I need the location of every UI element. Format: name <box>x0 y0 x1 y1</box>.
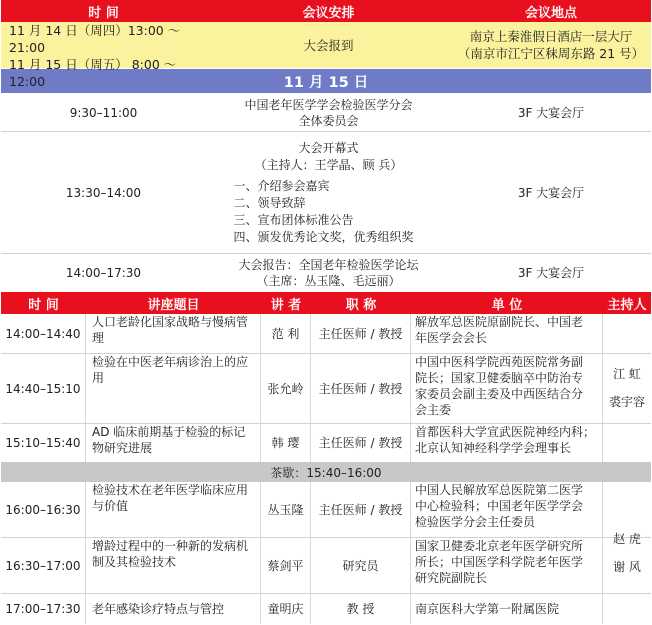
lecture-group-a <box>1 314 651 462</box>
lecture-unit-line: 研究院副院长 <box>415 571 488 585</box>
session-row <box>1 94 651 132</box>
lecture-time: 15:10–15:40 <box>1 424 86 462</box>
lecture-header-unit: 单 位 <box>491 297 523 313</box>
lecture-unit-line: 北京认知神经科学学会理事长 <box>415 441 572 455</box>
lecture-speaker: 蔡剑平 <box>261 538 311 593</box>
lecture-topic-line: 检验技术在老年医学临床应用 <box>92 483 249 497</box>
lecture-unit-line: 检验医学分会主任委员 <box>415 515 536 529</box>
lecture-speaker: 张允岭 <box>261 354 311 423</box>
opening-host: （主持人：王学晶、顾 兵） <box>254 157 403 172</box>
lecture-unit <box>411 482 603 537</box>
opening-item: 四、颁发优秀论文奖，优秀组织奖 <box>233 229 414 244</box>
host-name: 江 虹 <box>613 367 641 381</box>
session-venue: 3F 大宴会厅 <box>517 105 585 120</box>
lecture-topic-line: 与价值 <box>92 499 129 513</box>
lecture-speaker: 童明庆 <box>261 594 311 624</box>
lecture-unit-line: 南京医科大学第一附属医院 <box>415 602 560 616</box>
lecture-unit-line: 家委员会副主委及中西医结合分 <box>415 387 584 401</box>
session-row-opening <box>1 132 651 254</box>
session-agenda-line: （主席：丛玉隆、毛远丽） <box>256 274 401 288</box>
registration-row <box>1 22 651 89</box>
tea-break-label: 茶歇：15:40–16:00 <box>270 465 382 480</box>
lecture-topic <box>86 482 261 537</box>
lecture-title: 主任医师 / 教授 <box>311 314 411 353</box>
lecture-row <box>1 594 651 624</box>
lecture-topic-line: 理 <box>92 331 105 345</box>
session-agenda-line: 中国老年医学学会检验医学分会 <box>244 97 413 112</box>
lecture-speaker: 丛玉隆 <box>261 482 311 537</box>
lecture-title: 教 授 <box>311 594 411 624</box>
lecture-header-host: 主持人 <box>607 297 647 313</box>
hosts-group-b <box>603 482 651 624</box>
session-time: 13:30–14:00 <box>65 185 142 200</box>
lecture-unit-line: 解放军总医院原副院长、中国老 <box>415 315 584 329</box>
session-agenda <box>206 254 451 292</box>
header-time: 时 间 <box>88 5 119 21</box>
lecture-row <box>1 538 651 594</box>
lecture-row <box>1 354 651 424</box>
tea-break-row <box>1 462 651 482</box>
lecture-speaker: 韩 璎 <box>261 424 311 462</box>
lecture-topic <box>86 538 261 593</box>
opening-item: 一、介绍参会嘉宾 <box>233 178 330 193</box>
opening-item: 二、领导致辞 <box>233 195 306 210</box>
lecture-unit <box>411 354 603 423</box>
lecture-topic-line: 老年感染诊疗特点与管控 <box>92 602 225 616</box>
opening-items <box>234 178 424 246</box>
lecture-topic-line: 检验在中医老年病诊治上的应 <box>92 355 249 369</box>
registration-date-2: 11 月 15 日（周五） 8:00 ～ 12:00 <box>9 57 177 89</box>
lecture-speaker: 范 利 <box>261 314 311 353</box>
lecture-time: 14:40–15:10 <box>1 354 86 423</box>
session-venue: 3F 大宴会厅 <box>517 185 585 200</box>
host-name: 赵 虎 <box>613 532 641 546</box>
day-band <box>1 68 651 94</box>
lecture-unit <box>411 594 603 624</box>
lecture-title: 主任医师 / 教授 <box>311 424 411 462</box>
session-agenda-line: 全体委员会 <box>298 113 359 128</box>
day-band-label: 11 月 15 日 <box>283 74 369 91</box>
session-row <box>1 254 651 292</box>
lecture-header-topic: 讲座题目 <box>147 297 200 313</box>
host-name: 裘宇容 <box>608 395 645 409</box>
hosts-group-a <box>603 314 651 462</box>
lecture-topic-line: 用 <box>92 371 105 385</box>
lecture-unit-line: 首都医科大学宣武医院神经内科； <box>415 425 596 439</box>
lecture-unit-line: 院长；国家卫健委脑卒中防治专 <box>415 371 584 385</box>
opening-title: 大会开幕式 <box>298 140 359 155</box>
lecture-topic-line: 增龄过程中的一种新的发病机 <box>92 539 249 553</box>
lecture-unit-line: 年医学会会长 <box>415 331 488 345</box>
lecture-time: 17:00–17:30 <box>1 594 86 624</box>
lecture-unit <box>411 424 603 462</box>
lecture-unit <box>411 538 603 593</box>
host-name: 谢 风 <box>613 560 641 574</box>
lecture-unit-line: 会主委 <box>415 403 452 417</box>
lecture-row <box>1 424 651 462</box>
lecture-topic-line: AD 临床前期基于检验的标记 <box>92 425 246 439</box>
session-agenda <box>206 94 451 131</box>
session-agenda-line: 大会报告：全国老年检验医学论坛 <box>238 258 419 272</box>
registration-dates <box>1 22 206 89</box>
lecture-time: 16:30–17:00 <box>1 538 86 593</box>
lecture-topic <box>86 594 261 624</box>
lecture-time: 16:00–16:30 <box>1 482 86 537</box>
header-agenda: 会议安排 <box>302 5 355 21</box>
lecture-unit-line: 中国中医科学院西苑医院常务副 <box>415 355 584 369</box>
lecture-topic-line: 人口老龄化国家战略与慢病管 <box>92 315 249 329</box>
opening-item: 三、宣布团体标准公告 <box>233 212 354 227</box>
lecture-unit-line: 中心检验科；中国老年医学学会 <box>415 499 584 513</box>
lecture-topic <box>86 354 261 423</box>
conference-schedule <box>1 0 651 624</box>
lecture-unit <box>411 314 603 353</box>
lecture-header-speaker: 讲 者 <box>270 297 302 313</box>
lecture-topic-line: 物研究进展 <box>92 441 153 455</box>
lecture-unit-line: 国家卫健委北京老年医学研究所 <box>415 539 584 553</box>
lecture-topic <box>86 314 261 353</box>
header-venue: 会议地点 <box>524 5 577 21</box>
registration-venue <box>451 22 651 68</box>
registration-venue-line-2: （南京市江宁区秣周东路 21 号） <box>457 46 645 61</box>
schedule-header <box>1 0 651 22</box>
lecture-topic <box>86 424 261 462</box>
lecture-topic-line: 制及其检验技术 <box>92 555 177 569</box>
lecture-title: 主任医师 / 教授 <box>311 354 411 423</box>
lecture-title: 研究员 <box>311 538 411 593</box>
opening-agenda <box>206 132 451 253</box>
lecture-group-b <box>1 482 651 624</box>
session-time: 14:00–17:30 <box>65 266 142 280</box>
session-venue: 3F 大宴会厅 <box>517 266 585 280</box>
lecture-header-title: 职 称 <box>345 297 377 313</box>
lecture-time: 14:00–14:40 <box>1 314 86 353</box>
lecture-unit-line: 中国人民解放军总医院第二医学 <box>415 483 584 497</box>
lecture-header-time: 时 间 <box>28 297 59 313</box>
lecture-unit-line: 所长；中国医学科学院老年医学 <box>415 555 584 569</box>
lecture-row <box>1 314 651 354</box>
lecture-title: 主任医师 / 教授 <box>311 482 411 537</box>
lecture-header <box>1 292 651 314</box>
session-time: 9:30–11:00 <box>69 105 138 120</box>
registration-venue-line-1: 南京上秦淮假日酒店一层大厅 <box>469 29 633 44</box>
registration-agenda: 大会报到 <box>303 38 354 53</box>
registration-date-1: 11 月 14 日（周四）13:00 ～ 21:00 <box>9 23 181 55</box>
lecture-row <box>1 482 651 538</box>
